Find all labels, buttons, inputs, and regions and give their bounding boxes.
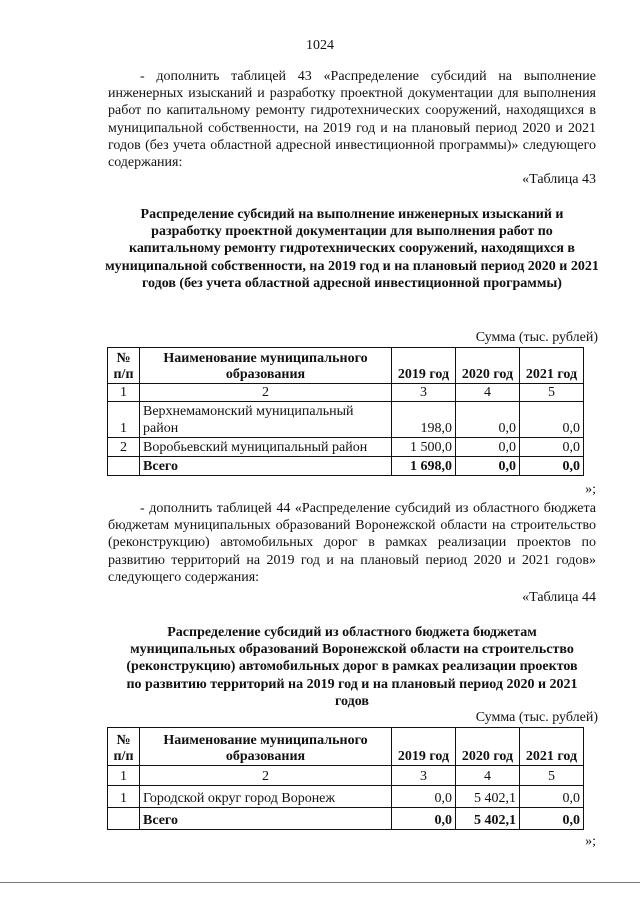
total-2019: 0,0 [392,808,456,830]
intro-paragraph-table44: - дополнить таблицей 44 «Распределение субсидий из областного бюджета бюджетам муниципальных образований Воронежской области на строительство (реконструкцию) автомобильных дорог в рамках реализации проектов по развитию территорий на 2019 год и на плановый период 2020 и 2021 годов» следующего содержания: [108,501,596,585]
table43-end-mark: »; [585,482,596,497]
page-bottom-divider [0,882,640,883]
header-num: № п/п [108,728,140,766]
row-num: 1 [108,402,140,438]
colnum: 3 [392,384,456,402]
total-2020: 5 402,1 [456,808,520,830]
total-2019: 1 698,0 [392,457,456,476]
table43-label: «Таблица 43 [522,172,596,187]
row-2019: 0,0 [392,786,456,808]
table43-sum-label: Сумма (тыс. рублей) [475,330,598,345]
row-2021: 0,0 [520,402,584,438]
header-2019: 2019 год [392,348,456,384]
table-row [108,786,584,808]
total-num-cell [108,808,140,830]
header-name: Наименование муниципального образования [140,728,392,766]
colnum: 3 [392,766,456,786]
total-2021: 0,0 [520,808,584,830]
total-2021: 0,0 [520,457,584,476]
table44-end-mark: »; [585,834,596,849]
intro-paragraph-table43: - дополнить таблицей 43 «Распределение субсидий на выполнение инженерных изысканий и разработку проектной документации для выполнения работ по капитальному ремонту гидротехнических сооружений, находящихся в муниципальной собственности, на 2019 год и на плановый период 2020 и 2021 годов (без учета областной адресной инвестиционной программы)» следующего содержания: [108,69,596,171]
colnum: 4 [456,766,520,786]
table43-total-row [108,457,584,476]
header-2021: 2021 год [520,728,584,766]
colnum: 4 [456,384,520,402]
colnum: 1 [108,766,140,786]
total-num-cell [108,457,140,476]
table44-sum-label: Сумма (тыс. рублей) [475,710,598,725]
row-num: 1 [108,786,140,808]
row-2020: 0,0 [456,438,520,457]
colnum: 5 [520,384,584,402]
colnum: 5 [520,766,584,786]
colnum: 2 [140,766,392,786]
table-row [108,402,584,438]
table-row [108,438,584,457]
row-2021: 0,0 [520,786,584,808]
table43 [107,347,584,476]
header-2021: 2021 год [520,348,584,384]
table44-title: Распределение субсидий из областного бюджета бюджетам муниципальных образований Воронежской области на строительство (реконструкцию) автомобильных дорог в рамках реализации проектов по развитию территорий на 2019 год и на плановый период 2020 и 2021 годов [126,625,578,709]
table44-total-row [108,808,584,830]
row-2020: 5 402,1 [456,786,520,808]
table43-colnum-row [108,384,584,402]
total-2020: 0,0 [456,457,520,476]
row-2019: 198,0 [392,402,456,438]
table44-header-row [108,728,584,766]
colnum: 1 [108,384,140,402]
header-2019: 2019 год [392,728,456,766]
header-name: Наименование муниципального образования [140,348,392,384]
header-2020: 2020 год [456,728,520,766]
total-label: Всего [140,808,392,830]
table43-header-row [108,348,584,384]
row-name: Городской округ город Воронеж [140,786,392,808]
row-num: 2 [108,438,140,457]
row-name: Воробьевский муниципальный район [140,438,392,457]
row-2021: 0,0 [520,438,584,457]
table44-colnum-row [108,766,584,786]
header-2020: 2020 год [456,348,520,384]
page-number: 1024 [306,38,334,53]
row-2020: 0,0 [456,402,520,438]
table44 [107,727,584,830]
total-label: Всего [140,457,392,476]
table43-title: Распределение субсидий на выполнение инженерных изысканий и разработку проектной документации для выполнения работ по капитальному ремонту гидротехнических сооружений, находящихся в муниципальной собственности, на 2019 год и на плановый период 2020 и 2021 годов (без учета областной адресной инвестиционной программы) [105,207,599,291]
colnum: 2 [140,384,392,402]
table44-label: «Таблица 44 [522,590,596,605]
row-2019: 1 500,0 [392,438,456,457]
row-name: Верхнемамонский муниципальный район [140,402,392,438]
header-num: № п/п [108,348,140,384]
